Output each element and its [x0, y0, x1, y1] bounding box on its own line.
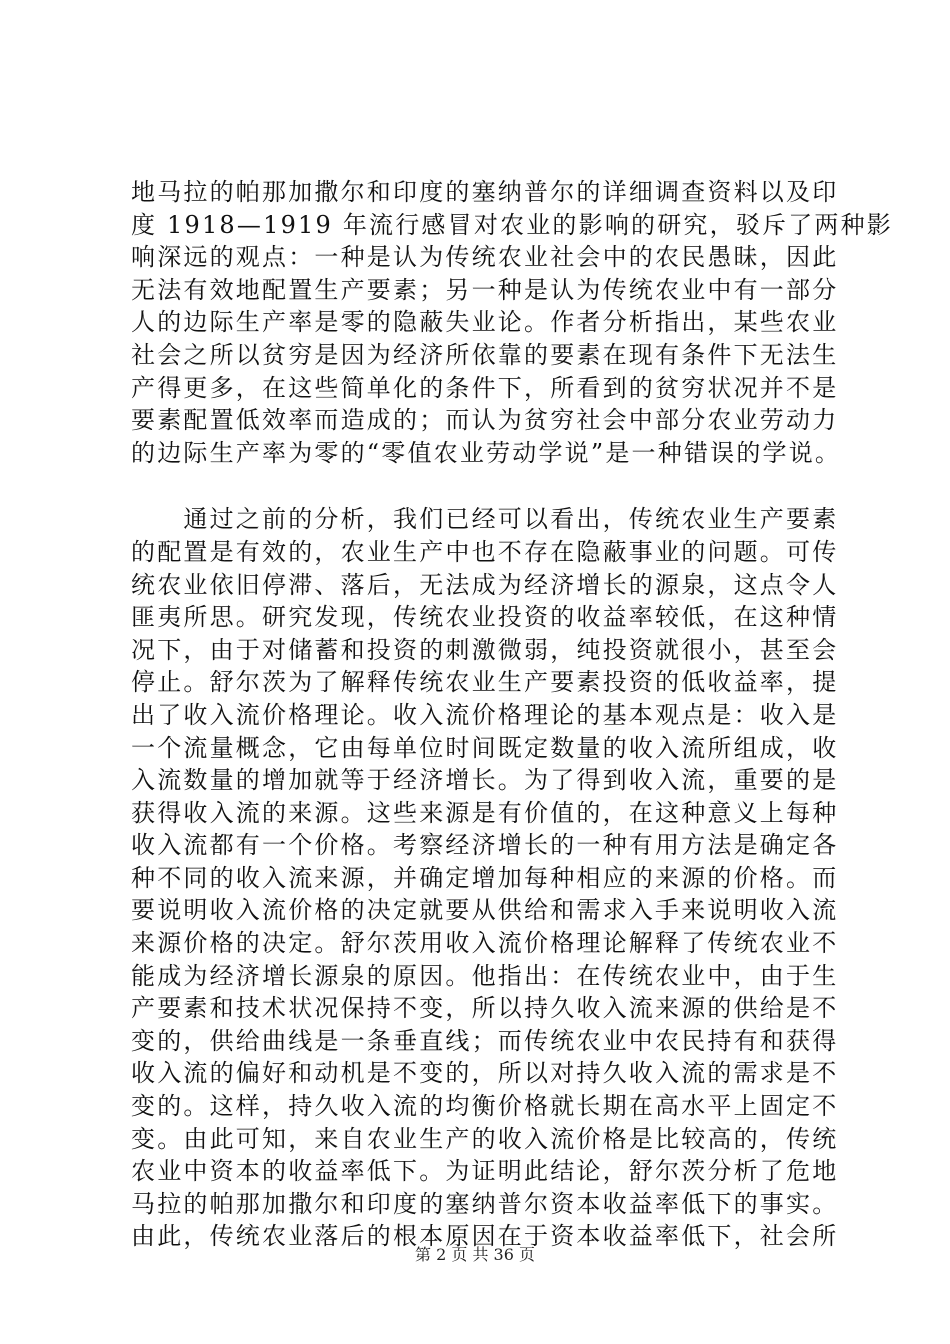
text-line: 收入流都有一个价格。考察经济增长的一种有用方法是确定各	[131, 831, 839, 860]
text-line: 产得更多，在这些简单化的条件下，所看到的贫穷状况并不是	[131, 373, 839, 402]
text-line: 响深远的观点：一种是认为传统农业社会中的农民愚昧，因此	[131, 243, 839, 272]
text-line: 变的，供给曲线是一条垂直线；而传统农业中农民持有和获得	[131, 1026, 839, 1055]
paragraph-gap	[131, 469, 831, 503]
page-number-footer: 第 2 页 共 36 页	[415, 1245, 535, 1264]
text-line: 农业中资本的收益率低下。为证明此结论，舒尔茨分析了危地	[131, 1157, 839, 1186]
text-line: 能成为经济增长源泉的原因。他指出：在传统农业中，由于生	[131, 961, 839, 990]
text-line: 变的。这样，持久收入流的均衡价格就长期在高水平上固定不	[131, 1092, 839, 1121]
text-line: 收入流的偏好和动机是不变的，所以对持久收入流的需求是不	[131, 1059, 839, 1088]
paragraph-2	[131, 503, 839, 1253]
document-body	[131, 176, 894, 1253]
text-line: 出了收入流价格理论。收入流价格理论的基本观点是：收入是	[131, 700, 839, 729]
text-line: 况下，由于对储蓄和投资的刺激微弱，纯投资就很小，甚至会	[131, 635, 839, 664]
text-line: 社会之所以贫穷是因为经济所依靠的要素在现有条件下无法生	[131, 340, 839, 369]
text-line: 停止。舒尔茨为了解释传统农业生产要素投资的低收益率，提	[131, 668, 839, 697]
text-line: 马拉的帕那加撒尔和印度的塞纳普尔资本收益率低下的事实。	[131, 1189, 839, 1218]
text-line: 地马拉的帕那加撒尔和印度的塞纳普尔的详细调查资料以及印	[131, 178, 839, 206]
text-line: 一个流量概念，它由每单位时间既定数量的收入流所组成，收	[131, 733, 839, 762]
text-line: 的边际生产率为零的“零值农业劳动学说”是一种错误的学说。	[131, 438, 842, 467]
text-line: 要说明收入流价格的决定就要从供给和需求入手来说明收入流	[131, 896, 839, 925]
text-line: 入流数量的增加就等于经济增长。为了得到收入流，重要的是	[131, 766, 839, 795]
text-line: 变。由此可知，来自农业生产的收入流价格是比较高的，传统	[131, 1124, 839, 1153]
text-line: 匪夷所思。研究发现，传统农业投资的收益率较低，在这种情	[131, 603, 839, 632]
text-line: 由此，传统农业落后的根本原因在于资本收益率低下，社会所	[131, 1222, 839, 1251]
text-line: 来源价格的决定。舒尔茨用收入流价格理论解释了传统农业不	[131, 929, 839, 958]
text-line: 要素配置低效率而造成的；而认为贫穷社会中部分农业劳动力	[131, 406, 839, 435]
text-line: 种不同的收入流来源，并确定增加每种相应的来源的价格。而	[131, 863, 839, 892]
text-line: 统农业依旧停滞、落后，无法成为经济增长的源泉，这点令人	[131, 570, 839, 599]
text-line: 通过之前的分析，我们已经可以看出，传统农业生产要素	[131, 505, 839, 534]
text-line: 无法有效地配置生产要素；另一种是认为传统农业中有一部分	[131, 275, 839, 304]
text-line: 的配置是有效的，农业生产中也不存在隐蔽事业的问题。可传	[131, 537, 839, 566]
text-line: 度 1918—1919 年流行感冒对农业的影响的研究，驳斥了两种影	[131, 210, 894, 239]
paragraph-1	[131, 176, 894, 469]
text-line: 人的边际生产率是零的隐蔽失业论。作者分析指出，某些农业	[131, 308, 839, 337]
text-line: 获得收入流的来源。这些来源是有价值的，在这种意义上每种	[131, 798, 839, 827]
text-line: 产要素和技术状况保持不变，所以持久收入流来源的供给是不	[131, 994, 839, 1023]
